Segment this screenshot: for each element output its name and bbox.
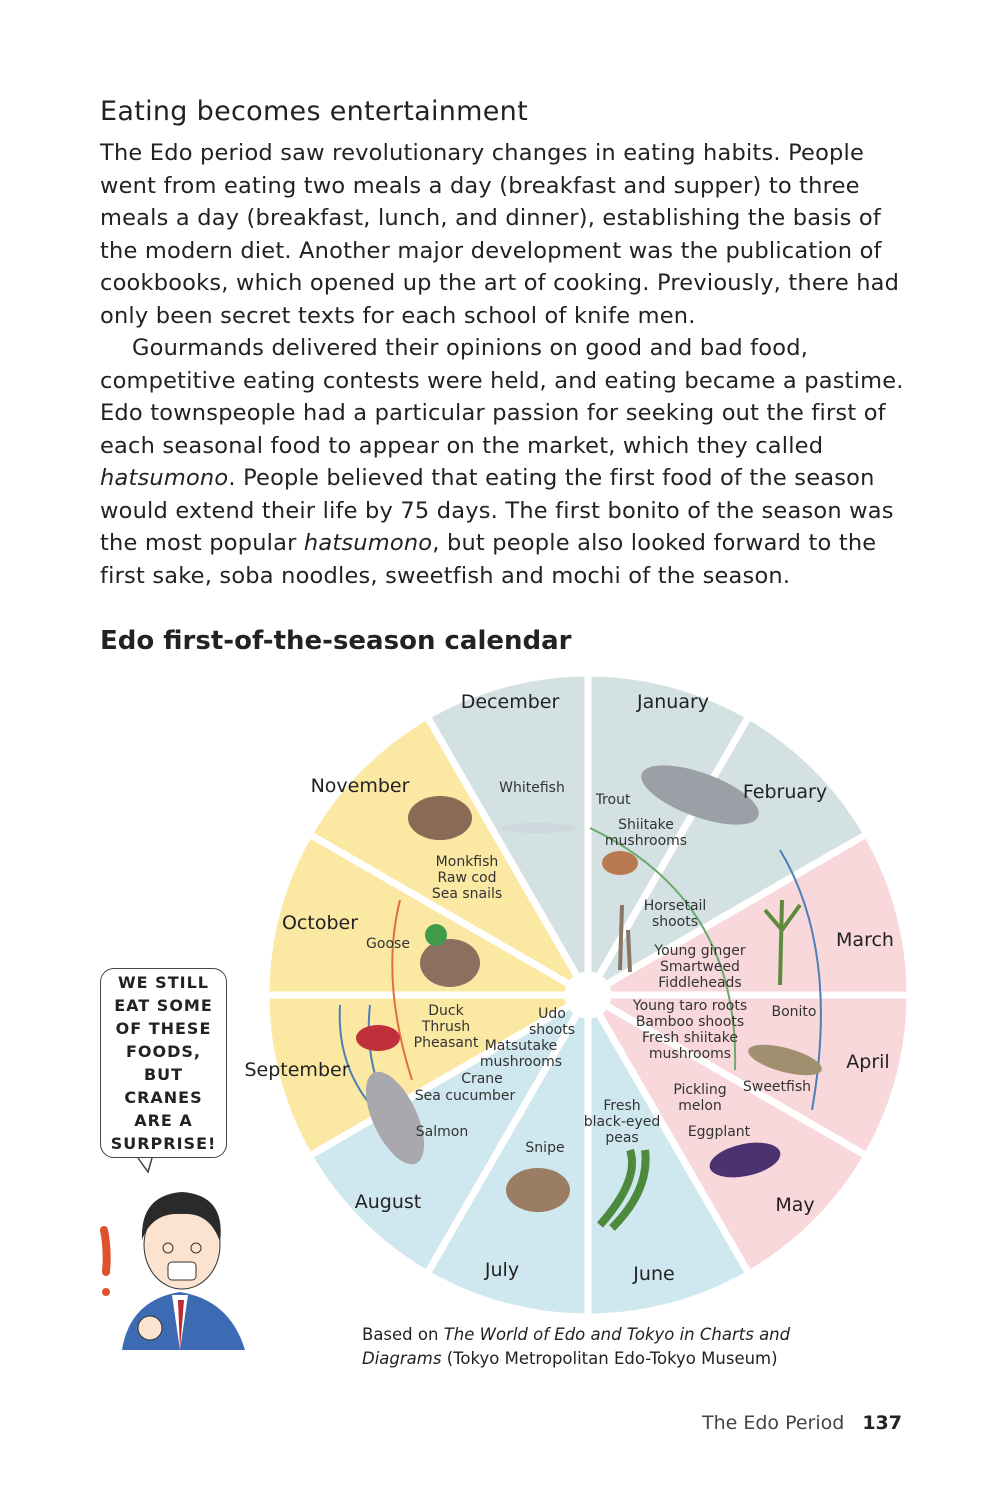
food-label-november — [432, 854, 502, 902]
paragraph-1: The Edo period saw revolutionary changes in eating habits. People went from eating two meals a day (breakfast and supper) to three meals a day (breakfast, lunch, and dinner), establishing the basis of the modern diet. Another major development was the publication of cookbooks, which opened up the art of cooking. Previously, there had only been secret texts for each school of knife men. — [100, 140, 900, 329]
food-label-bonito — [772, 1004, 817, 1020]
food-line: Young ginger — [654, 943, 746, 959]
page-number: 137 — [862, 1412, 902, 1434]
bubble-line: CRANES — [124, 1088, 203, 1107]
food-line: Young taro roots — [632, 998, 748, 1014]
food-line: black-eyed — [583, 1114, 661, 1130]
food-label-sea-cucumber — [415, 1088, 516, 1104]
food-label-shiitake — [605, 817, 687, 849]
food-label-september — [414, 1003, 479, 1051]
food-line: Udo — [538, 1006, 566, 1022]
snipe-illustration — [506, 1168, 570, 1212]
month-label-november: November — [310, 775, 410, 797]
food-line: Snipe — [525, 1140, 565, 1156]
month-label-september: September — [244, 1059, 350, 1081]
food-line: Fresh shiitake — [642, 1030, 738, 1046]
month-label-may: May — [775, 1194, 815, 1216]
character-illustration — [100, 1150, 260, 1360]
food-line: Goose — [366, 936, 410, 952]
food-line: shoots — [651, 914, 699, 930]
month-label-january: January — [636, 691, 710, 713]
month-label-april: April — [846, 1051, 890, 1073]
monkfish-illustration — [408, 796, 472, 840]
term: hatsumono — [100, 465, 229, 491]
running-head: The Edo Period — [701, 1412, 845, 1434]
speech-bubble — [100, 968, 227, 1158]
food-label-eggplant — [688, 1124, 750, 1140]
term: hatsumono — [303, 530, 433, 556]
food-line: shoots — [528, 1022, 576, 1038]
food-line: Fiddleheads — [658, 975, 742, 991]
food-line: mushrooms — [479, 1054, 563, 1070]
food-label-march — [654, 943, 745, 991]
bubble-line: WE STILL — [118, 973, 209, 992]
calendar-title: Edo first-of-the-season calendar — [100, 626, 572, 656]
food-line: mushrooms — [648, 1046, 732, 1062]
month-label-march: March — [836, 929, 894, 951]
food-label-salmon — [416, 1124, 468, 1140]
food-line: mushrooms — [604, 833, 688, 849]
food-label-crane — [461, 1071, 503, 1087]
whitefish-illustration — [500, 823, 576, 833]
food-line: Bonito — [771, 1004, 817, 1020]
month-label-august: August — [354, 1191, 422, 1213]
food-label-april — [633, 998, 747, 1062]
bubble-line: ARE A — [134, 1111, 193, 1130]
food-label-snipe — [525, 1140, 564, 1156]
text: (Tokyo Metropolitan Edo-Tokyo Museum) — [441, 1349, 778, 1368]
bubble-tail — [138, 1158, 152, 1172]
food-line: Thrush — [421, 1019, 471, 1035]
food-label-trout — [596, 792, 631, 808]
figure-caption — [362, 1323, 822, 1371]
bubble-text — [109, 971, 218, 1155]
food-label-goose — [366, 936, 410, 952]
food-line: Sea snails — [431, 886, 503, 902]
food-label-sweetfish — [743, 1079, 811, 1095]
month-label-february: February — [742, 781, 828, 803]
text: Gourmands delivered their opinions on good and bad food, competitive eating contests were held, and eating became a pastime. Edo townspeople had a particular passion for seeking out the first of each seasonal food to appear on the market, which they called — [100, 335, 904, 459]
duck-illustration — [420, 939, 480, 987]
fist — [138, 1316, 162, 1340]
food-line: melon — [678, 1098, 722, 1114]
food-label-udo — [529, 1006, 575, 1038]
text: Based on — [362, 1325, 444, 1344]
month-label-october: October — [281, 912, 359, 934]
duck-head — [425, 924, 447, 946]
food-line: Sweetfish — [742, 1079, 812, 1095]
food-label-horsetail — [644, 898, 707, 930]
food-line: Matsutake — [484, 1038, 558, 1054]
food-line: Crane — [461, 1071, 503, 1087]
food-label-pickling-melon — [673, 1082, 726, 1114]
food-line: Raw cod — [437, 870, 497, 886]
food-line: Shiitake — [618, 817, 674, 833]
month-label-june: June — [633, 1263, 675, 1285]
month-label-december: December — [460, 691, 560, 713]
food-line: Whitefish — [499, 780, 565, 796]
bubble-line: FOODS, BUT — [125, 1042, 201, 1084]
food-label-peas — [584, 1098, 661, 1146]
food-line: Smartweed — [660, 959, 740, 975]
exclamation-icon — [104, 1230, 107, 1272]
source-title: The World of Edo and Tokyo in Charts and Diagrams — [362, 1325, 791, 1368]
text: . People believed that eating the first food of the season would extend their life by 75 days. The first bonito of the season was the most popular — [100, 465, 894, 556]
food-label-matsutake — [480, 1038, 562, 1070]
food-line: Sea cucumber — [414, 1088, 516, 1104]
bubble-line: SURPRISE! — [110, 1134, 217, 1153]
food-line: Pheasant — [413, 1035, 479, 1051]
food-line: Bamboo shoots — [635, 1014, 745, 1030]
food-line: Salmon — [415, 1124, 469, 1140]
food-line: Eggplant — [687, 1124, 751, 1140]
food-line: Horsetail — [643, 898, 707, 914]
section-heading: Eating becomes entertainment — [100, 96, 528, 127]
bubble-line: OF THESE — [115, 1019, 212, 1038]
food-line: Fresh — [603, 1098, 641, 1114]
food-line: Trout — [595, 792, 631, 808]
text: , but people also looked forward to the first sake, soba noodles, sweetfish and mochi of the season. — [100, 530, 877, 589]
bubble-line: EAT SOME — [114, 996, 213, 1015]
food-line: Pickling — [673, 1082, 727, 1098]
food-line: Duck — [428, 1003, 464, 1019]
mushroom-illustration — [356, 1025, 400, 1051]
food-line: Monkfish — [435, 854, 499, 870]
page-footer — [702, 1412, 902, 1434]
shiitake-illustration — [602, 851, 638, 875]
month-label-july: July — [484, 1259, 520, 1281]
food-label-whitefish — [499, 780, 565, 796]
food-line: peas — [605, 1130, 639, 1146]
